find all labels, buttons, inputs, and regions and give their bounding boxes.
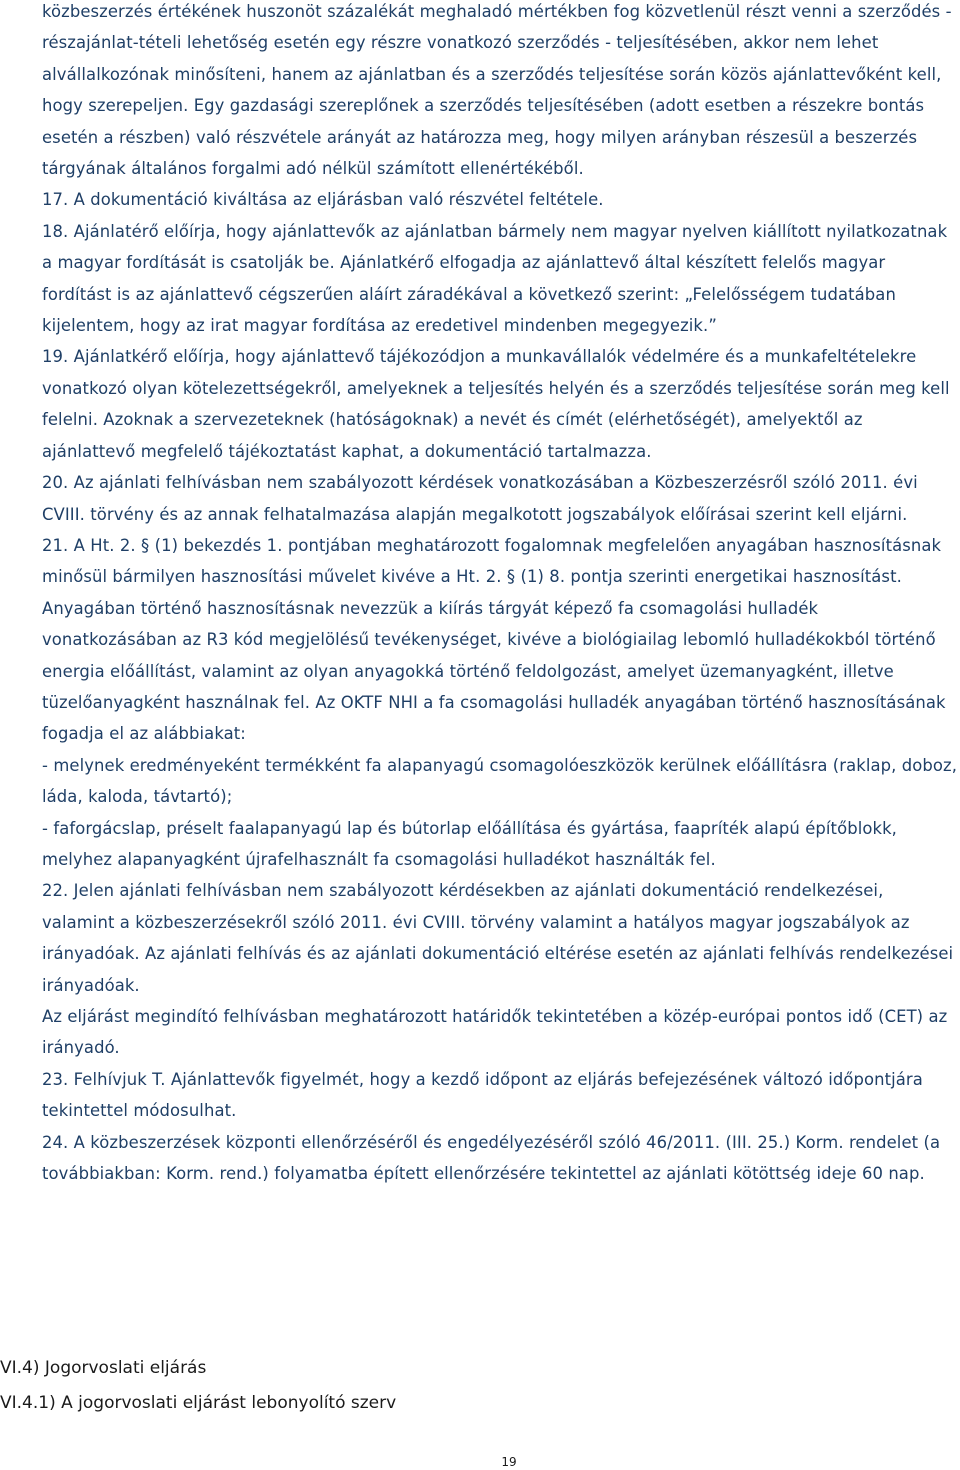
paragraph-24: 24. A közbeszerzések központi ellenőrzéséről és engedélyezéséről szóló 46/2011. (III. 25.) Korm. rendelet (a továbbiakban: Korm. rend.) folyamatba épített ellenőrzésére tekintettel az ajánlati kötöttség ideje 60 nap. (42, 1132, 941, 1184)
body-text (42, 0, 958, 1189)
section-heading-remedy-procedure: VI.4) Jogorvoslati eljárás (0, 1358, 207, 1378)
paragraph-22-time-note: Az eljárást megindító felhívásban meghatározott határidők tekintetében a közép-európai pontos idő (CET) az irányadó. (42, 1007, 948, 1058)
paragraph-21-item-2: - faforgácslap, préselt faalapanyagú lap és bútorlap előállítása és gyártása, faapríték alapú építőblokk, melyhez alapanyagként újrafelhasznált fa csomagolási hulladékot használták fel. (42, 818, 897, 869)
paragraph-18: 18. Ajánlatérő előírja, hogy ajánlattevők az ajánlatban bármely nem magyar nyelven kiállított nyilatkozatnak a magyar fordítását is csatolják be. Ajánlatkérő elfogadja az ajánlattevő által készített felelős magyar fordítást is az ajánlattevő cégszerűen aláírt záradékával a következő szerint: „Felelősségem tudatában kijelentem, hogy az irat magyar fordítása az eredetivel mindenben megegyezik.” (42, 221, 948, 336)
paragraph-19: 19. Ajánlatkérő előírja, hogy ajánlattevő tájékozódjon a munkavállalók védelmére és a munkafeltételekre vonatkozó olyan kötelezettségekről, amelyeknek a teljesítés helyén és a szerződés teljesítése során meg kell felelni. Azoknak a szervezeteknek (hatóságoknak) a nevét és címét (elérhetőségét), amelyektől az ajánlattevő megfelelő tájékoztatást kaphat, a dokumentáció tartalmazza. (42, 347, 950, 461)
paragraph-22: 22. Jelen ajánlati felhívásban nem szabályozott kérdésekben az ajánlati dokumentáció rendelkezései, valamint a közbeszerzésekről szóló 2011. évi CVIII. törvény valamint a hatályos magyar jogszabályok az irányadóak. Az ajánlati felhívás és az ajánlati dokumentáció eltérése esetén az ajánlati felhívás rendelkezései irányadóak. (42, 881, 954, 995)
paragraph-20: 20. Az ajánlati felhívásban nem szabályozott kérdések vonatkozásában a Közbeszerzésről szóló 2011. évi CVIII. törvény és az annak felhatalmazása alapján megalkotott jogszabályok előírásai szerint kell eljárni. (42, 473, 918, 524)
subsection-heading-remedy-body: VI.4.1) A jogorvoslati eljárást lebonyolító szerv (0, 1393, 397, 1413)
paragraph-21: 21. A Ht. 2. § (1) bekezdés 1. pontjában meghatározott fogalomnak megfelelően anyagában hasznosításnak minősül bármilyen hasznosítási művelet kivéve a Ht. 2. § (1) 8. pontja szerinti energetikai hasznosítást. Anyagában történő hasznosításnak nevezzük a kiírás tárgyát képező fa csomagolási hulladék vonatkozásában az R3 kód megjelölésű tevékenységet, kivéve a biológiailag lebomló hulladékokból történő energia előállítást, valamint az olyan anyagokká történő feldolgozást, amelyet üzemanyagként, illetve tüzelőanyagként használnak fel. Az OKTF NHI a fa csomagolási hulladék anyagában történő hasznosításának fogadja el az alábbiakat: (42, 535, 946, 744)
paragraph-17: 17. A dokumentáció kiváltása az eljárásban való részvétel feltétele. (42, 190, 604, 210)
paragraph-continuation: közbeszerzés értékének huszonöt százalékát meghaladó mértékben fog közvetlenül részt venni a szerződés - részajánlat-tételi lehetőség esetén egy részre vonatkozó szerződés - teljesítésében, akkor nem lehet alvállalkozónak minősíteni, hanem az ajánlatban és a szerződés teljesítése során közös ajánlattevőként kell, hogy szerepeljen. Egy gazdasági szereplőnek a szerződés teljesítésében (adott esetben a részekre bontás esetén a részben) való részvétele arányát az határozza meg, hogy milyen arányban részesül a beszerzés tárgyának általános forgalmi adó nélkül számított ellenértékéből. (42, 2, 952, 179)
paragraph-23: 23. Felhívjuk T. Ajánlattevők figyelmét, hogy a kezdő időpont az eljárás befejezésének változó időpontjára tekintettel módosulhat. (42, 1069, 923, 1121)
page-number: 19 (501, 1455, 517, 1469)
paragraph-21-item-1: - melynek eredményeként termékként fa alapanyagú csomagolóeszközök kerülnek előállításra (raklap, doboz, láda, kaloda, távtartó); (42, 755, 958, 807)
